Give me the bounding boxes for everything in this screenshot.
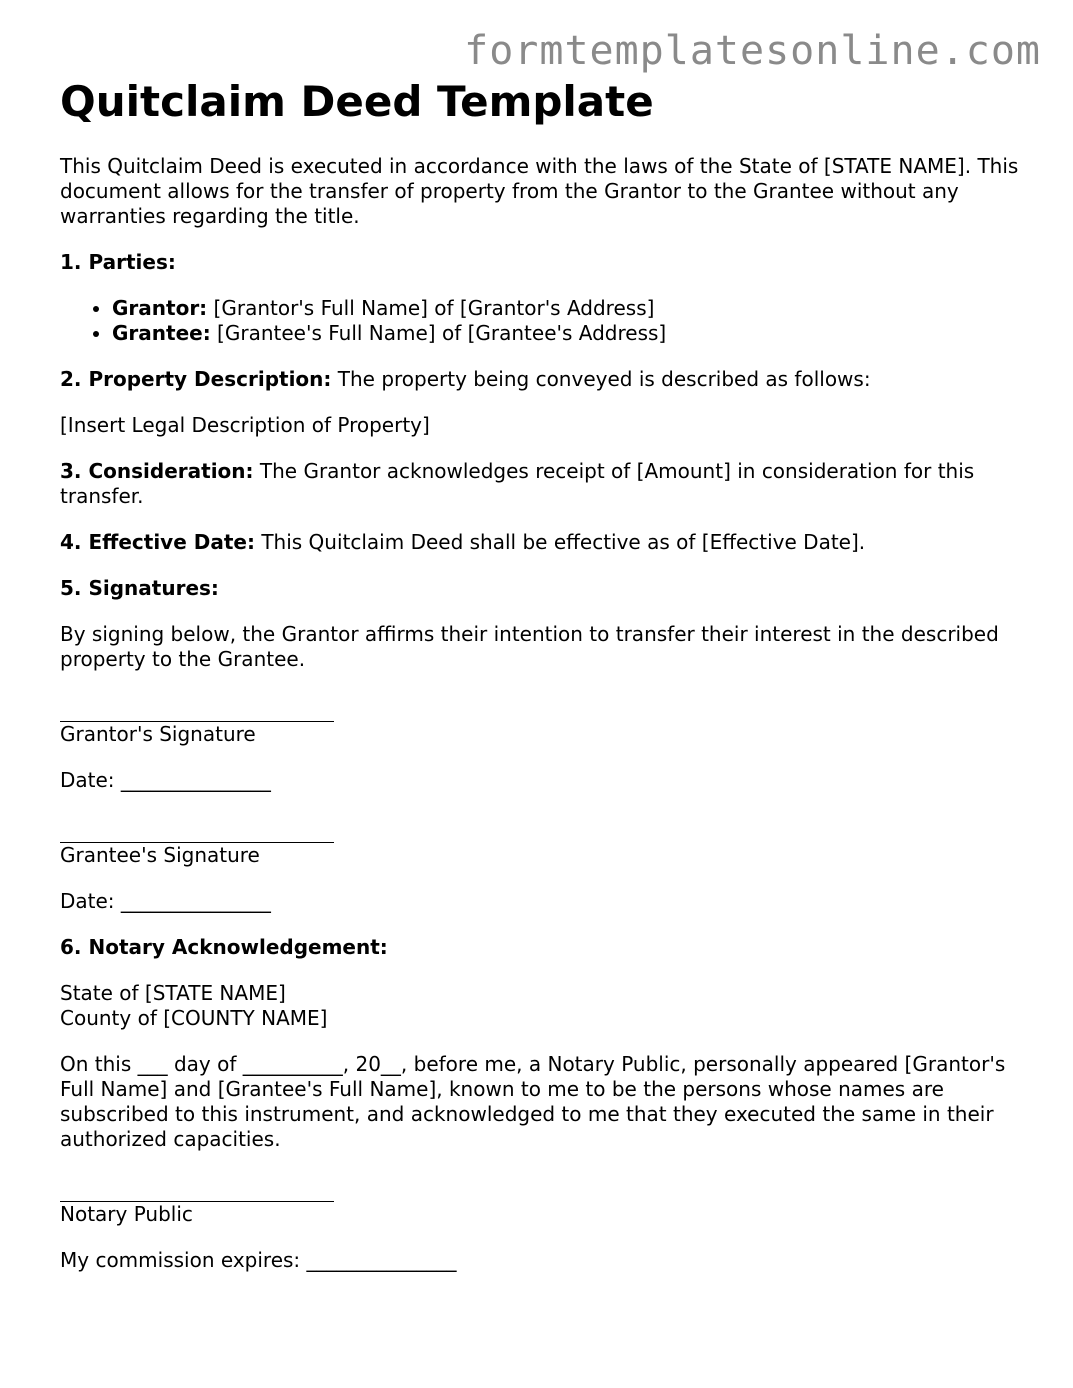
property-heading: 2. Property Description: — [60, 367, 332, 391]
grantor-signature-line[interactable] — [60, 697, 334, 722]
notary-venue — [60, 981, 1035, 1031]
grantor-text: [Grantor's Full Name] of [Grantor's Address] — [207, 296, 655, 320]
document-body — [60, 76, 1035, 1294]
grantee-date[interactable]: Date: _______________ — [60, 889, 271, 913]
page-title: Quitclaim Deed Template — [60, 77, 654, 126]
list-item — [112, 321, 1035, 346]
notary-commission[interactable]: My commission expires: _______________ — [60, 1248, 457, 1272]
notary-heading: 6. Notary Acknowledgement: — [60, 935, 388, 959]
notary-label: Notary Public — [60, 1202, 193, 1226]
property-text: The property being conveyed is described as follows: — [331, 367, 871, 391]
property-placeholder: [Insert Legal Description of Property] — [60, 413, 430, 437]
notary-county: County of [COUNTY NAME] — [60, 1006, 328, 1030]
signatures-heading: 5. Signatures: — [60, 576, 219, 600]
list-item — [112, 296, 1035, 321]
consideration-text: The Grantor acknowledges receipt of [Amount] in consideration for this transfer. — [60, 459, 975, 508]
notary-signature-line[interactable] — [60, 1177, 334, 1202]
signatures-text: By signing below, the Grantor affirms their intention to transfer their interest in the described property to the Grantee. — [60, 622, 999, 671]
effective-date-section — [60, 530, 1035, 555]
watermark: formtemplatesonline.com — [464, 28, 1041, 74]
intro-paragraph: This Quitclaim Deed is executed in accordance with the laws of the State of [STATE NAME]. This document allows for the transfer of property from the Grantor to the Grantee without any warranties regarding the title. — [60, 154, 1019, 228]
grantee-signature-line[interactable] — [60, 818, 334, 843]
grantor-signature-label: Grantor's Signature — [60, 722, 256, 746]
property-section — [60, 367, 1035, 392]
grantee-label: Grantee: — [112, 321, 211, 345]
grantor-label: Grantor: — [112, 296, 208, 320]
grantor-date[interactable]: Date: _______________ — [60, 768, 271, 792]
consideration-section — [60, 459, 1035, 509]
notary-state: State of [STATE NAME] — [60, 981, 286, 1005]
grantee-signature-label: Grantee's Signature — [60, 843, 260, 867]
grantee-text: [Grantee's Full Name] of [Grantee's Address] — [210, 321, 667, 345]
effective-date-text: This Quitclaim Deed shall be effective as of [Effective Date]. — [254, 530, 866, 554]
parties-heading: 1. Parties: — [60, 250, 176, 274]
effective-date-heading: 4. Effective Date: — [60, 530, 255, 554]
consideration-heading: 3. Consideration: — [60, 459, 254, 483]
parties-list — [60, 296, 1035, 346]
notary-text: On this ___ day of __________, 20__, before me, a Notary Public, personally appeared [Grantor's Full Name] and [Grantee's Full Name], known to me to be the persons whose names are subscribed to this instrument, and acknowledged to me that they executed the same in their authorized capacities. — [60, 1052, 1006, 1151]
